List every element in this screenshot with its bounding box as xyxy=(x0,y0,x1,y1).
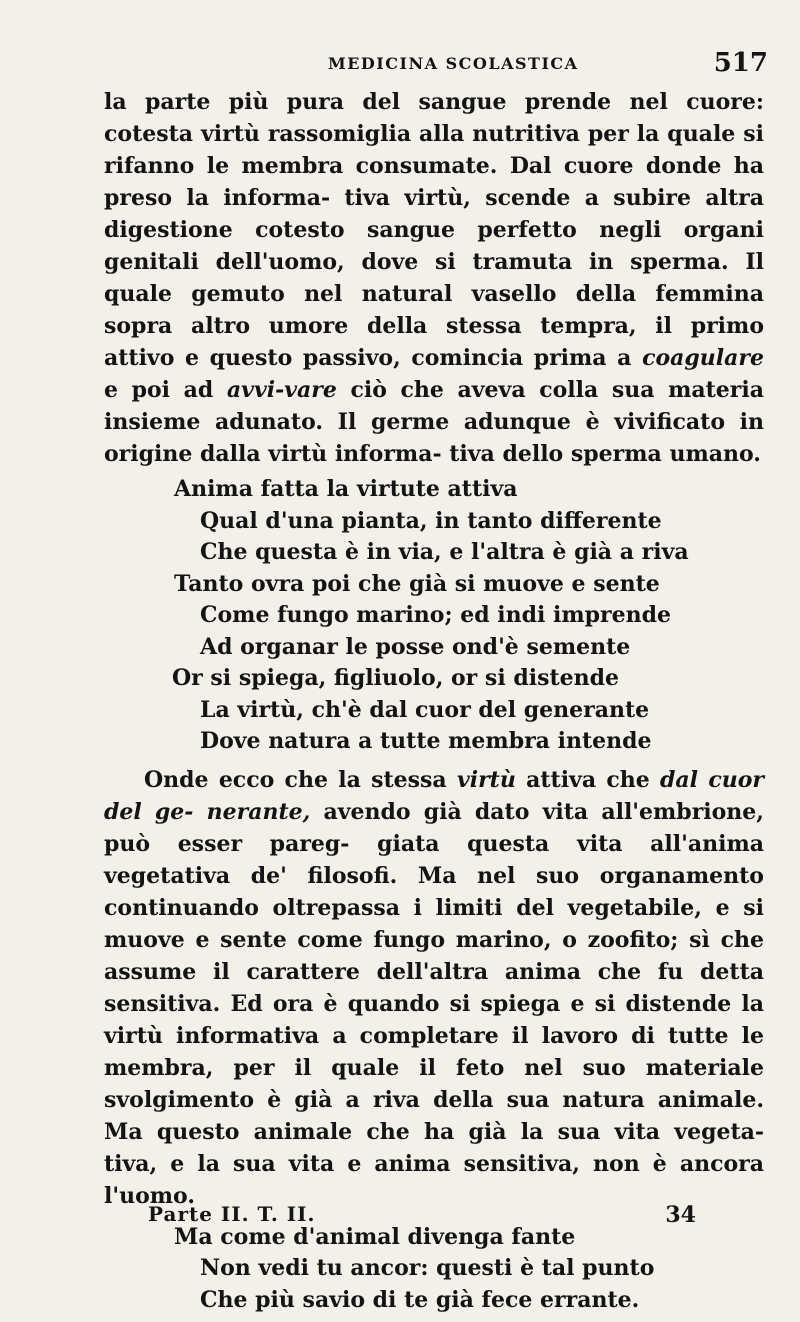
verse-line: Ad organar le posse ond'è semente xyxy=(200,633,631,660)
italic-term: dal cuor del ge- xyxy=(104,766,764,825)
verse-line: Tanto ovra poi che già si muove e sente xyxy=(174,570,660,597)
verse-line: Dove natura a tutte membra intende xyxy=(200,728,652,754)
verse-line: Come fungo marino; ed indi imprende xyxy=(200,602,671,628)
text-line: tiva dello sperma umano. xyxy=(449,441,761,467)
italic-term: coagulare xyxy=(642,345,764,371)
text-segment: animale. Ma questo animale che ha già la sua vita vegeta- xyxy=(104,1086,764,1145)
text-line: tiva virtù, scende a subire altra digestione cotesto sangue xyxy=(104,185,764,243)
verse-line: La virtù, ch'è dal cuor del generante xyxy=(200,696,650,723)
italic-term: vare xyxy=(284,377,337,403)
text-line: sperma. Il quale gemuto nel natural vasello della femmina xyxy=(104,249,764,307)
verse-quotation-1 xyxy=(104,474,764,758)
verse-line: Anima fatta la virtute attiva xyxy=(174,476,518,502)
italic-term: avvi- xyxy=(226,377,285,403)
text-segment: nel suo materiale svolgimento è già a riva della sua natura xyxy=(104,1054,764,1113)
verse-line: Qual d'una pianta, in tanto differente xyxy=(200,507,662,534)
text-line: sopra altro umore della stessa tempra, il primo attivo e xyxy=(104,313,764,371)
verse-line: Ma come d'animal divenga fante xyxy=(174,1223,576,1250)
text-line: la parte più pura del sangue prende nel cuore: cotesta xyxy=(104,89,764,147)
text-segment: giata questa vita all'anima vegetativa de' filosofi. Ma nel suo xyxy=(104,830,764,889)
text-segment: avendo già dato vita all'embrione, può esser pareg- xyxy=(104,798,764,857)
text-line: germe adunque è vivificato in origine dalla virtù informa- xyxy=(104,409,764,467)
text-line: e poi ad xyxy=(104,377,214,403)
text-segment: Ed ora è quando si spiega e si distende la virtù informativa xyxy=(104,990,764,1049)
text-segment: organamento continuando oltrepassa i limiti del vegetabile, xyxy=(104,862,764,921)
page-header xyxy=(100,50,768,80)
verse-line: Non vedi tu ancor: questi è tal punto xyxy=(200,1255,655,1281)
body-text xyxy=(104,86,764,1322)
text-segment: tiva, e la sua vita e anima sensitiva, non è ancora l'uomo. xyxy=(104,1150,764,1209)
running-title: MEDICINA SCOLASTICA xyxy=(328,54,579,73)
text-segment: attiva che xyxy=(526,766,650,793)
page-footer xyxy=(148,1202,696,1232)
text-line: perfetto negli organi genitali dell'uomo, dove si tramuta in xyxy=(104,217,764,275)
paragraph-1 xyxy=(104,86,764,470)
verse-line: Or si spiega, figliuolo, or si distende xyxy=(172,665,619,691)
text-line: ciò che aveva colla sua materia insieme adunato. Il xyxy=(104,377,764,435)
text-segment: Onde ecco che la stessa xyxy=(144,766,447,793)
printer-signature: Parte II. T. II. xyxy=(148,1202,316,1226)
verse-quotation-2 xyxy=(104,1222,764,1317)
text-line: questo passivo, comincia prima a xyxy=(209,345,632,371)
text-line: membra consumate. Dal cuore donde ha preso la informa- xyxy=(104,153,764,211)
verse-line: Che più savio di te già fece errante. xyxy=(200,1286,640,1313)
paragraph-2 xyxy=(104,764,764,1212)
italic-term: nerante, xyxy=(206,798,311,825)
text-segment: assume il carattere dell'altra anima che fu detta sensitiva. xyxy=(104,958,764,1017)
verse-line: Che questa è in via, e l'altra è già a riva xyxy=(200,539,689,565)
text-line: virtù rassomiglia alla nutritiva per la quale si rifanno le xyxy=(104,121,764,179)
text-segment: a completare il lavoro di tutte le membra, per il quale il feto xyxy=(104,1022,764,1081)
signature-number: 34 xyxy=(665,1202,696,1228)
text-segment: e si muove e sente come fungo marino, o zoofito; sì che xyxy=(104,894,764,953)
italic-term: virtù xyxy=(456,766,516,793)
page-number: 517 xyxy=(713,48,768,78)
